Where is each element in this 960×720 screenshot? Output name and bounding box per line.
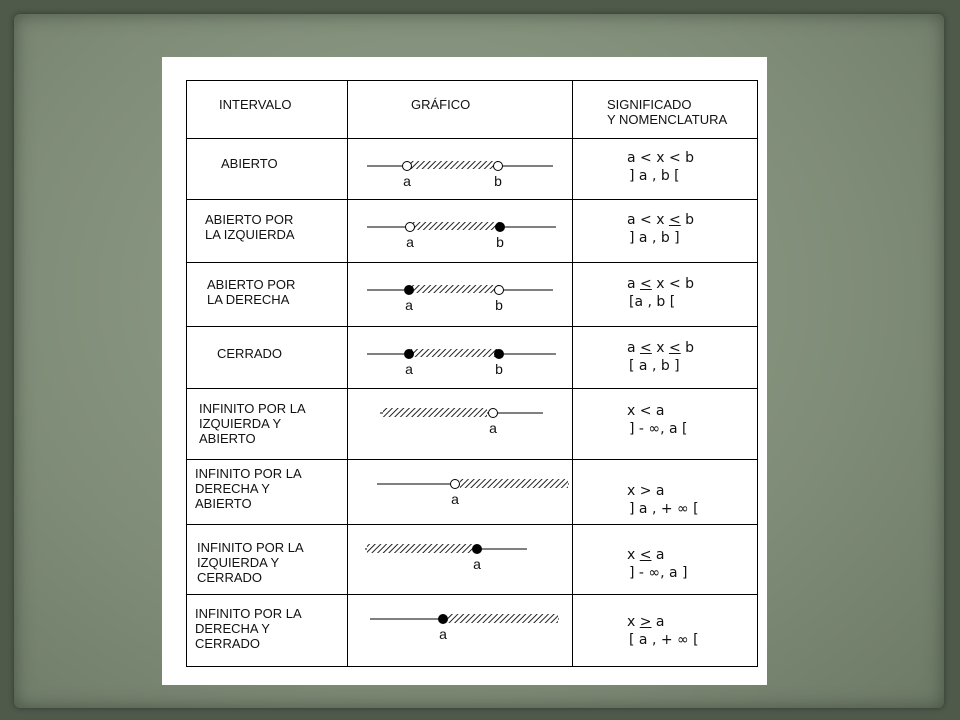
inequality [627,547,665,564]
closed-endpoint [405,350,414,359]
row-divider [187,262,757,263]
inequality-part: x [627,614,640,630]
inequality-part: > [639,614,652,630]
inequality-part: < [668,276,681,292]
inequality-part: x [651,340,669,356]
inequality-part: a [627,212,641,228]
inequality-part: b [680,212,695,228]
closed-endpoint [473,545,482,554]
open-endpoint [451,480,460,489]
shaded-interval [447,614,558,623]
inequality [627,212,694,229]
inequality-part: < [668,212,681,228]
nomenclature: ] a , + ∞ [ [629,501,699,517]
point-label: b [495,361,503,377]
number-line [377,479,569,507]
closed-endpoint [496,223,505,232]
number-line [365,544,527,572]
open-endpoint [494,162,503,171]
inequality-part: a [651,403,665,419]
row-divider [187,199,757,200]
interval-name: ABIERTO POR LA IZQUIERDA [205,212,295,242]
point-label: b [496,234,504,250]
inequality-part: < [640,212,652,228]
row-divider [187,459,757,460]
inequality [627,276,694,293]
inequality-part: a [651,547,665,563]
nomenclature: [ a , + ∞ [ [629,632,699,648]
header-grafico: GRÁFICO [411,97,471,112]
point-label: a [439,626,447,642]
row-divider [187,524,757,525]
row-divider [187,594,757,595]
row-divider [187,388,757,389]
number-line [370,614,559,642]
nomenclature: [ a , b ] [629,358,680,374]
inequality-part: a [651,614,665,630]
shaded-interval [383,408,487,417]
interval-name: ABIERTO [221,156,278,171]
shaded-interval [460,479,568,488]
inequality-part: a [627,340,641,356]
row-divider [187,138,757,139]
interval-name: INFINITO POR LA DERECHA Y CERRADO [195,606,302,651]
shaded-interval [409,349,499,357]
nomenclature: [a , b [ [629,294,676,310]
inequality-part: b [680,340,695,356]
open-endpoint [495,286,504,295]
inequality [627,403,665,420]
closed-endpoint [405,286,414,295]
inequality-part: a [627,276,641,292]
point-label: a [403,173,411,189]
interval-name: INFINITO POR LA DERECHA Y ABIERTO [195,466,302,511]
inequality-part: < [668,150,681,166]
inequality [627,150,694,167]
nomenclature: ] - ∞, a ] [629,565,688,581]
inequality-part: a [651,483,665,499]
number-line [380,408,543,436]
open-endpoint [406,223,415,232]
inequality [627,340,694,357]
number-line [367,285,553,313]
open-endpoint [489,409,498,418]
inequality-part: a [627,150,641,166]
point-label: a [451,491,459,507]
nomenclature: ] a , b [ [629,168,680,184]
shaded-interval [407,161,498,169]
point-label: a [489,420,497,436]
point-label: b [494,173,502,189]
header-intervalo: INTERVALO [219,97,292,112]
inequality-part: < [640,340,652,356]
inequality-part: b [680,276,695,292]
inequality-part: x [627,547,640,563]
number-line [367,349,556,377]
number-line [367,222,556,250]
nomenclature: ] a , b ] [629,230,680,246]
nomenclature: ] - ∞, a [ [629,421,688,437]
number-line [367,161,553,189]
interval-name: INFINITO POR LA IZQUIERDA Y ABIERTO [199,401,306,446]
interval-name: CERRADO [217,346,283,361]
inequality-part: < [639,403,652,419]
point-label: b [495,297,503,313]
open-endpoint [403,162,412,171]
inequality-part: > [639,483,652,499]
interval-name: ABIERTO POR LA DERECHA [207,277,296,307]
shaded-interval [367,544,473,553]
shaded-interval [409,285,499,293]
point-label: a [473,556,481,572]
point-label: a [405,361,413,377]
inequality-part: x [651,150,669,166]
inequality-part: < [639,547,652,563]
shaded-interval [410,222,500,230]
inequality-part: b [680,150,695,166]
inequality-part: < [668,340,681,356]
inequality-part: x [627,483,640,499]
point-label: a [405,297,413,313]
interval-table [186,80,758,667]
inequality [627,614,665,631]
row-divider [187,326,757,327]
closed-endpoint [439,615,448,624]
closed-endpoint [495,350,504,359]
inequality [627,483,665,500]
header-significado: SIGNIFICADO Y NOMENCLATURA [607,97,728,127]
inequality-part: x [651,276,669,292]
inequality-part: x [627,403,640,419]
inequality-part: x [651,212,669,228]
interval-name: INFINITO POR LA IZQUIERDA Y CERRADO [197,540,304,585]
point-label: a [406,234,414,250]
inequality-part: < [640,150,652,166]
inequality-part: < [640,276,652,292]
